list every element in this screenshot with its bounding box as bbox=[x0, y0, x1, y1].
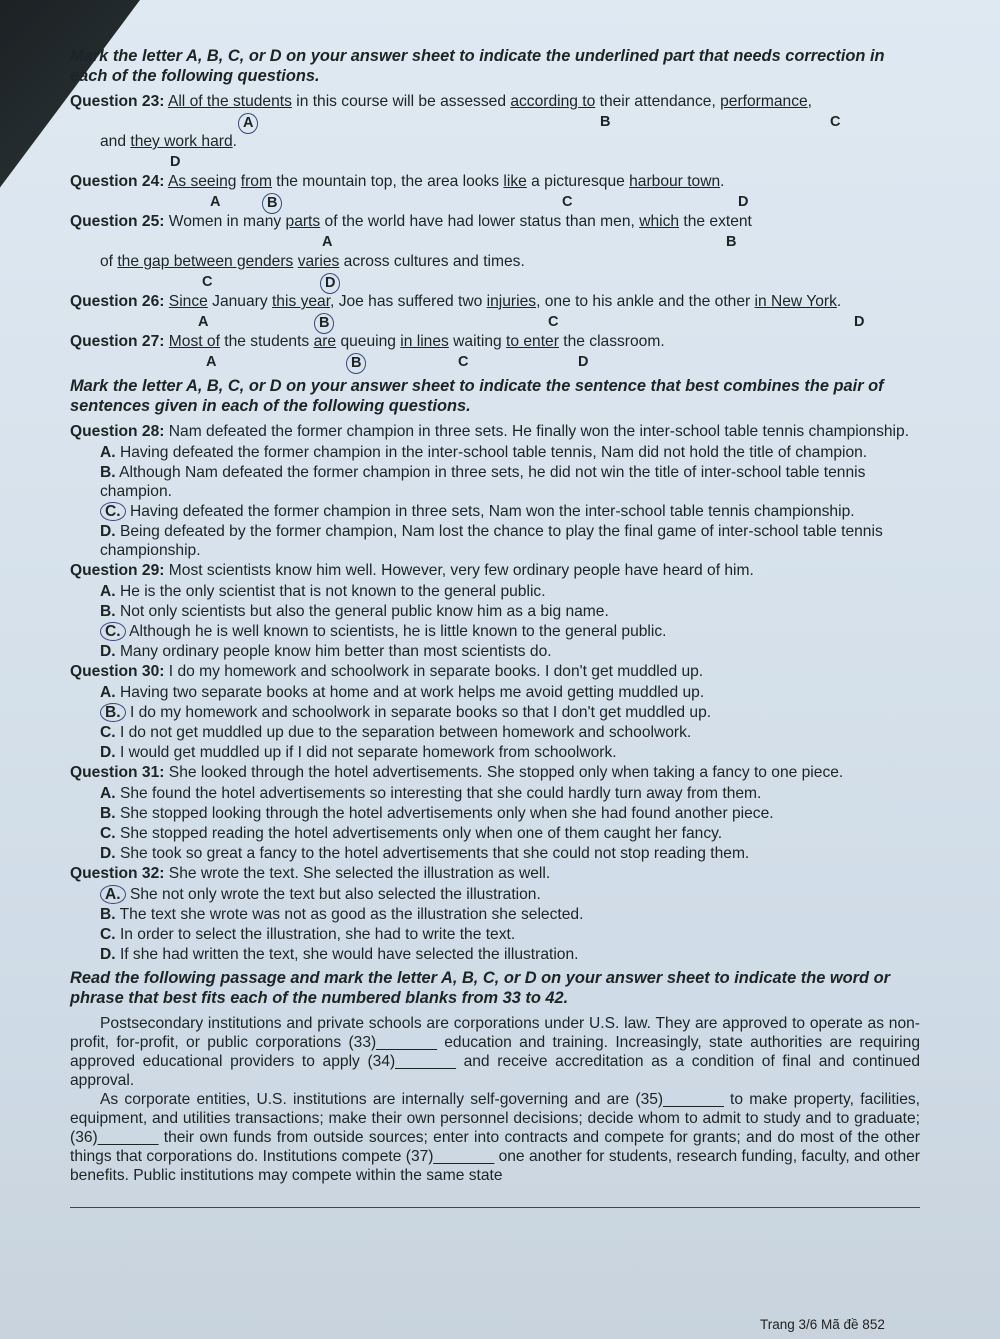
question-text: I do my homework and schoolwork in separate books. I don't get muddled up. bbox=[168, 663, 704, 680]
option-label: B. bbox=[100, 464, 116, 481]
option-c-text: in lines bbox=[400, 333, 449, 350]
option-text: She took so great a fancy to the hotel advertisements that she could not stop reading them. bbox=[119, 845, 750, 862]
option-letters bbox=[70, 233, 920, 252]
option-c-text: performance bbox=[720, 93, 808, 110]
question-text: their attendance, bbox=[595, 93, 721, 110]
option-letters bbox=[70, 113, 920, 132]
letter-c: C bbox=[562, 194, 573, 210]
question-text: Nam defeated the former champion in three sets. He finally won the inter-school table tennis championship. bbox=[168, 423, 910, 440]
option-d bbox=[70, 945, 920, 964]
letter-a: A bbox=[210, 194, 221, 210]
question-text: the extent bbox=[679, 213, 752, 230]
option-a-text: All of the students bbox=[167, 93, 292, 110]
question-text: She wrote the text. She selected the illustration as well. bbox=[168, 865, 551, 882]
question-32 bbox=[70, 864, 920, 883]
question-label: Question 32: bbox=[70, 865, 165, 882]
option-text: Not only scientists but also the general public know him as a big name. bbox=[119, 603, 609, 620]
letter-b: B bbox=[726, 234, 737, 250]
option-label: D. bbox=[100, 523, 116, 540]
letter-b: B bbox=[314, 313, 334, 334]
option-c-text: like bbox=[503, 173, 527, 190]
letter-c: C bbox=[202, 274, 213, 290]
option-d-text: they work hard bbox=[130, 133, 233, 150]
instruction-error-id: Mark the letter A, B, C, or D on your answer sheet to indicate the underlined part that needs correction in each of the following questions. bbox=[70, 47, 885, 85]
question-23 bbox=[70, 92, 920, 111]
question-23-continued bbox=[70, 132, 920, 151]
option-letters bbox=[70, 353, 920, 372]
option-label: D. bbox=[100, 845, 116, 862]
question-text: . bbox=[836, 293, 842, 310]
option-label: C. bbox=[100, 724, 116, 741]
question-text: of bbox=[100, 253, 118, 270]
letter-a: A bbox=[206, 354, 217, 370]
option-d-text: to enter bbox=[506, 333, 559, 350]
option-text: The text she wrote was not as good as the illustration she selected. bbox=[119, 906, 584, 923]
option-text: He is the only scientist that is not known to the general public. bbox=[119, 583, 546, 600]
option-text: In order to select the illustration, she had to write the text. bbox=[119, 926, 516, 943]
option-label: C. bbox=[100, 926, 116, 943]
option-a bbox=[70, 885, 920, 904]
question-text: and bbox=[100, 133, 131, 150]
option-b-text: from bbox=[240, 173, 272, 190]
option-b-text: which bbox=[639, 213, 680, 230]
question-31 bbox=[70, 763, 920, 782]
option-text: If she had written the text, she would have selected the illustration. bbox=[119, 946, 579, 963]
page-divider bbox=[70, 1207, 920, 1208]
option-label: B. bbox=[100, 703, 126, 722]
option-a-text: As seeing bbox=[167, 173, 237, 190]
page-footer: Trang 3/6 Mã đề 852 bbox=[760, 1317, 885, 1332]
question-text: waiting bbox=[448, 333, 507, 350]
letter-c: C bbox=[830, 114, 841, 130]
option-label: A. bbox=[100, 444, 116, 461]
question-label: Question 28: bbox=[70, 423, 165, 440]
option-c bbox=[70, 723, 920, 742]
question-label: Question 29: bbox=[70, 562, 165, 579]
question-text: , bbox=[807, 93, 813, 110]
option-label: D. bbox=[100, 744, 116, 761]
option-a-text: parts bbox=[285, 213, 321, 230]
letter-a: A bbox=[238, 113, 258, 134]
question-30 bbox=[70, 662, 920, 681]
option-c bbox=[70, 925, 920, 944]
letter-a: A bbox=[322, 234, 333, 250]
question-25-continued bbox=[70, 252, 920, 271]
option-text: I do not get muddled up due to the separation between homework and schoolwork. bbox=[119, 724, 692, 741]
exam-content bbox=[70, 42, 920, 1208]
letter-b: B bbox=[262, 193, 282, 214]
option-a bbox=[70, 443, 920, 462]
option-text: She found the hotel advertisements so interesting that she could hardly turn away from them. bbox=[119, 785, 762, 802]
question-text: the classroom. bbox=[558, 333, 665, 350]
option-text: Having defeated the former champion in three sets, Nam won the inter-school table tennis championship. bbox=[129, 503, 855, 520]
option-text: Although Nam defeated the former champion in three sets, he did not win the title of inter-school table tennis champion. bbox=[100, 464, 866, 500]
option-label: B. bbox=[100, 906, 116, 923]
option-text: Having defeated the former champion in the inter-school table tennis, Nam did not hold the title of champion. bbox=[119, 444, 868, 461]
option-d-text: in New York bbox=[754, 293, 837, 310]
letter-d: D bbox=[170, 154, 181, 170]
instruction-combine: Mark the letter A, B, C, or D on your answer sheet to indicate the sentence that best combines the pair of sentences given in each of the following questions. bbox=[70, 377, 884, 415]
option-c bbox=[70, 824, 920, 843]
option-b bbox=[70, 905, 920, 924]
option-text: Having two separate books at home and at work helps me avoid getting muddled up. bbox=[119, 684, 705, 701]
option-label: A. bbox=[100, 684, 116, 701]
question-text: Women in many bbox=[168, 213, 286, 230]
question-text: She looked through the hotel advertisements. She stopped only when taking a fancy to one piece. bbox=[168, 764, 844, 781]
instruction-passage: Read the following passage and mark the letter A, B, C, or D on your answer sheet to indicate the word or phrase that best fits each of the numbered blanks from 33 to 42. bbox=[70, 969, 890, 1007]
option-d-text: harbour town bbox=[629, 173, 721, 190]
option-d bbox=[70, 642, 920, 661]
option-letters bbox=[70, 153, 920, 172]
letter-b: B bbox=[346, 353, 366, 374]
question-text: across cultures and times. bbox=[339, 253, 525, 270]
option-c bbox=[70, 622, 920, 641]
letter-b: B bbox=[600, 114, 611, 130]
option-text: I do my homework and schoolwork in separate books so that I don't get muddled up. bbox=[129, 704, 712, 721]
option-a-text: Since bbox=[168, 293, 208, 310]
question-text: of the world have had lower status than men, bbox=[320, 213, 640, 230]
option-label: D. bbox=[100, 946, 116, 963]
question-text: in this course will be assessed bbox=[291, 93, 511, 110]
question-24 bbox=[70, 172, 920, 191]
passage-paragraph-1: Postsecondary institutions and private schools are corporations under U.S. law. They are approved to operate as non-profit, for-profit, or public corporations (33)_______ education and training. Increasingly, state authorities are requiring approved educational providers to apply (34)_______ and receive accreditation as a condition of final and continued approval. bbox=[70, 1015, 920, 1089]
option-label: A. bbox=[100, 785, 116, 802]
option-label: C. bbox=[100, 825, 116, 842]
option-letters bbox=[70, 273, 920, 292]
question-text: . bbox=[232, 133, 237, 150]
letter-d: D bbox=[320, 273, 340, 294]
option-c-text: injuries bbox=[486, 293, 537, 310]
question-label: Question 25: bbox=[70, 213, 165, 230]
question-text: , one to his ankle and the other bbox=[536, 293, 755, 310]
question-label: Question 31: bbox=[70, 764, 165, 781]
option-b-text: according to bbox=[510, 93, 596, 110]
option-b bbox=[70, 463, 920, 501]
reading-passage bbox=[70, 1014, 920, 1185]
option-text: She not only wrote the text but also selected the illustration. bbox=[129, 886, 541, 903]
option-letters bbox=[70, 313, 920, 332]
option-a bbox=[70, 683, 920, 702]
option-label: C. bbox=[100, 502, 126, 521]
option-c bbox=[70, 502, 920, 521]
letter-d: D bbox=[578, 354, 589, 370]
option-d-text: varies bbox=[297, 253, 340, 270]
option-a-text: Most of bbox=[168, 333, 220, 350]
question-label: Question 26: bbox=[70, 293, 165, 310]
option-label: B. bbox=[100, 805, 116, 822]
question-27 bbox=[70, 332, 920, 351]
option-text: Many ordinary people know him better than most scientists do. bbox=[119, 643, 552, 660]
option-b bbox=[70, 703, 920, 722]
option-text: Being defeated by the former champion, Nam lost the chance to play the final game of inter-school table tennis championship. bbox=[100, 523, 883, 559]
option-d bbox=[70, 743, 920, 762]
option-letters bbox=[70, 193, 920, 212]
option-text: She stopped reading the hotel advertisements only when one of them caught her fancy. bbox=[119, 825, 723, 842]
option-label: A. bbox=[100, 583, 116, 600]
question-text: Most scientists know him well. However, very few ordinary people have heard of him. bbox=[168, 562, 754, 579]
question-label: Question 30: bbox=[70, 663, 165, 680]
option-a bbox=[70, 582, 920, 601]
letter-d: D bbox=[738, 194, 749, 210]
question-26 bbox=[70, 292, 920, 311]
question-29 bbox=[70, 561, 920, 580]
question-25 bbox=[70, 212, 920, 231]
question-label: Question 24: bbox=[70, 173, 165, 190]
option-label: A. bbox=[100, 885, 126, 904]
option-label: C. bbox=[100, 622, 126, 641]
option-a bbox=[70, 784, 920, 803]
passage-paragraph-2: As corporate entities, U.S. institutions are internally self-governing and are (35)_______ to make property, facilities, equipment, and utilities transactions; make their own personnel decisions; decide whom to admit to study and to graduate; (36)_______ their own funds from outside sources; enter into contracts and compete for grants; and do most of the other things that corporations do. Institutions compete (37)_______ one another for students, research funding, faculty, and other benefits. Public institutions may compete within the same state bbox=[70, 1091, 920, 1184]
letter-c: C bbox=[548, 314, 559, 330]
option-d bbox=[70, 522, 920, 560]
question-text: the students bbox=[219, 333, 314, 350]
option-b-text: are bbox=[313, 333, 337, 350]
option-c-text: the gap between genders bbox=[117, 253, 294, 270]
question-text: . bbox=[720, 173, 725, 190]
option-text: Although he is well known to scientists, he is little known to the general public. bbox=[129, 623, 667, 640]
question-28 bbox=[70, 422, 920, 441]
option-label: D. bbox=[100, 643, 116, 660]
option-b bbox=[70, 602, 920, 621]
question-label: Question 27: bbox=[70, 333, 165, 350]
letter-a: A bbox=[198, 314, 209, 330]
question-text: January bbox=[207, 293, 272, 310]
question-label: Question 23: bbox=[70, 93, 165, 110]
option-b bbox=[70, 804, 920, 823]
letter-d: D bbox=[854, 314, 865, 330]
option-text: I would get muddled up if I did not separate homework from schoolwork. bbox=[119, 744, 617, 761]
option-label: B. bbox=[100, 603, 116, 620]
option-b-text: this year bbox=[271, 293, 331, 310]
option-d bbox=[70, 844, 920, 863]
option-text: She stopped looking through the hotel advertisements only when she had found another piece. bbox=[119, 805, 774, 822]
question-text: a picturesque bbox=[526, 173, 630, 190]
question-text: , Joe has suffered two bbox=[330, 293, 487, 310]
question-text: the mountain top, the area looks bbox=[271, 173, 504, 190]
letter-c: C bbox=[458, 354, 469, 370]
question-text: queuing bbox=[336, 333, 401, 350]
